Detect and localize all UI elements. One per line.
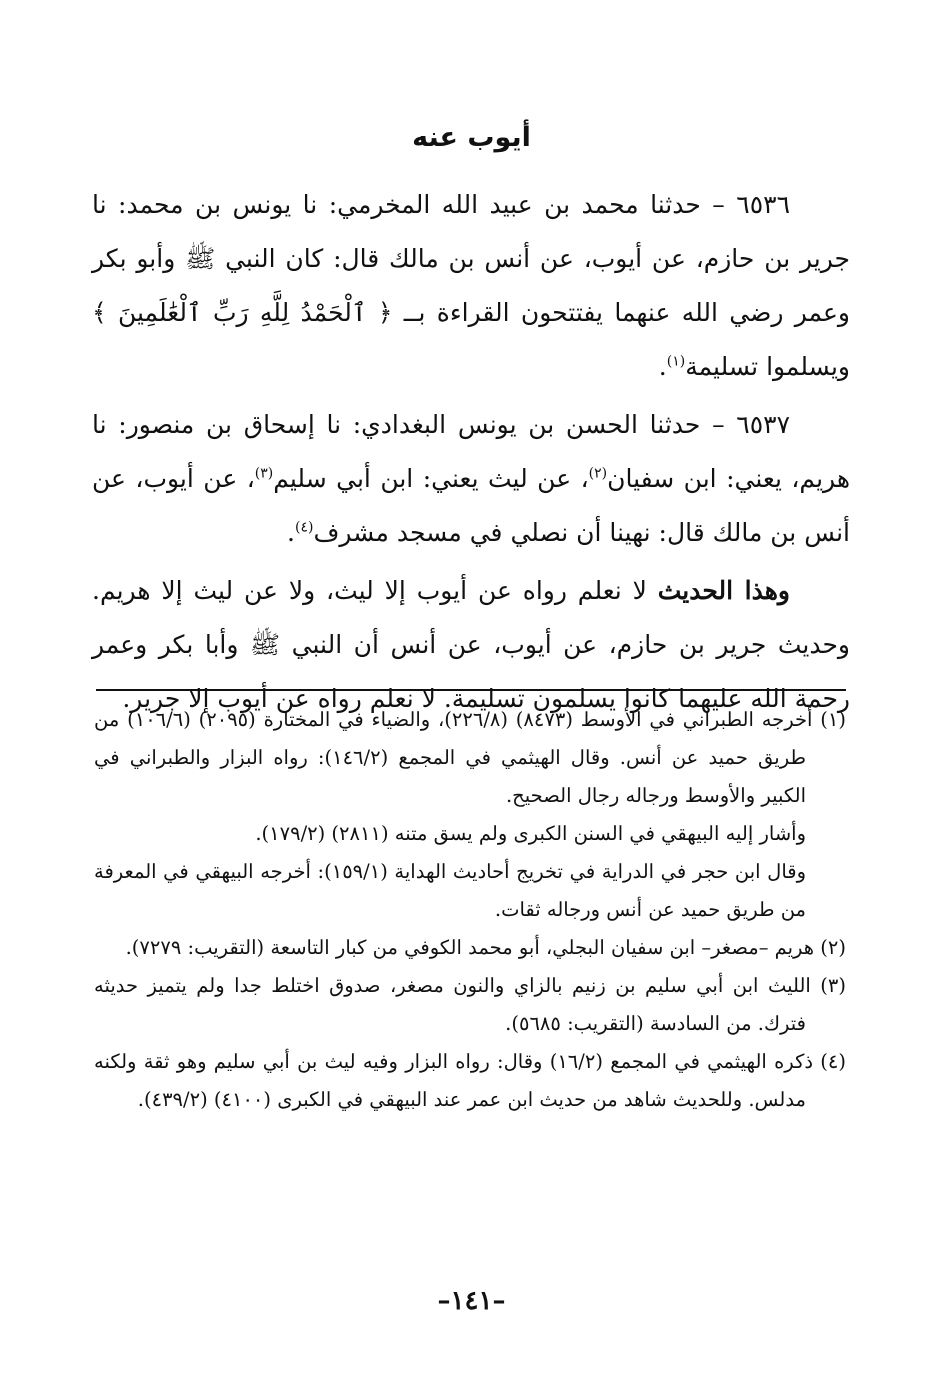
footnote-ref-1: (١) [666,353,686,370]
page-number: –١٤١– [437,1286,506,1316]
footnote-1: (١) أخرجه الطبراني في الأوسط (٨٤٧٣) (٢٢٦/٨)، والضياء في المختارة (٢٠٩٥) (١٠٦/٦) من طريق حميد عن أنس. وقال الهيثمي في المجمع (١٤٦/٢): رواه البزار والطبراني في الكبير والأوسط ورجاله رجال الصحيح. [94,708,846,807]
hadith-6537-text-b: ، عن ليث يعني: ابن أبي سليم [273,464,589,493]
hadith-6536-text: ٦٥٣٦ – حدثنا محمد بن عبيد الله المخرمي: نا يونس بن محمد: نا جرير بن حازم، عن أيوب، عن أنس بن مالك قال: كان النبي ﷺ وأبو بكر وعمر رضي الله عنهما يفتتحون القراءة بــ ﴿ ٱلْحَمْدُ لِلَّهِ رَبِّ ٱلْعَٰلَمِينَ ﴾ ويسلموا تسليمة [92,190,850,381]
footnote-2: (٢) هريم –مصغر– ابن سفيان البجلي، أبو محمد الكوفي من كبار التاسعة (التقريب: ٧٢٧٩). [125,936,846,959]
commentary-lead: وهذا الحديث [657,576,790,605]
footnote-3: (٣) الليث ابن أبي سليم بن زنيم بالزاي والنون مصغر، صدوق اختلط جدا ولم يتميز حديثه فترك. من السادسة (التقريب: ٥٦٨٥). [94,974,846,1035]
footnotes [94,701,846,1119]
footnote-1-continuation-a: وأشار إليه البيهقي في السنن الكبرى ولم يسق متنه (٢٨١١) (١٧٩/٢). [255,822,806,845]
commentary-text: لا نعلم رواه عن أيوب إلا ليث، ولا عن ليث إلا هريم. وحديث جرير بن حازم، عن أيوب، عن أنس أن النبي ﷺ وأبا بكر وعمر رحمة الله عليهما كانوا يسلمون تسليمة. لا نعلم رواه عن أيوب إلا جرير. [92,576,850,713]
footnote-divider [96,689,846,691]
footnote-4: (٤) ذكره الهيثمي في المجمع (١٦/٢) وقال: رواه البزار وفيه ليث بن أبي سليم وهو ثقة ولكنه مدلس. وللحديث شاهد من حديث ابن عمر عند البيهقي في الكبرى (٤١٠٠) (٤٣٩/٢). [94,1050,846,1111]
hadith-6537-text-a: ٦٥٣٧ – حدثنا الحسن بن يونس البغدادي: نا إسحاق بن منصور: نا هريم، يعني: ابن سفيان [92,410,851,493]
hadith-6536 [92,178,850,394]
footnote-ref-2: (٢) [588,465,608,482]
hadith-6537-end: . [287,518,295,547]
main-text [92,178,850,726]
footnote-1-continuation-b: وقال ابن حجر في الدراية في تخريج أحاديث الهداية (١٥٩/١): أخرجه البيهقي في المعرفة من طريق حميد عن أنس ورجاله ثقات. [94,860,806,921]
footnote-ref-3: (٣) [254,465,274,482]
hadith-6537-text-c: ، عن أيوب، عن أنس بن مالك قال: نهينا أن نصلي في مسجد مشرف [92,464,850,547]
hadith-6536-end: . [658,352,667,381]
section-heading: أيوب عنه [412,122,531,153]
footnote-ref-4: (٤) [295,519,314,536]
hadith-6537 [92,398,850,560]
